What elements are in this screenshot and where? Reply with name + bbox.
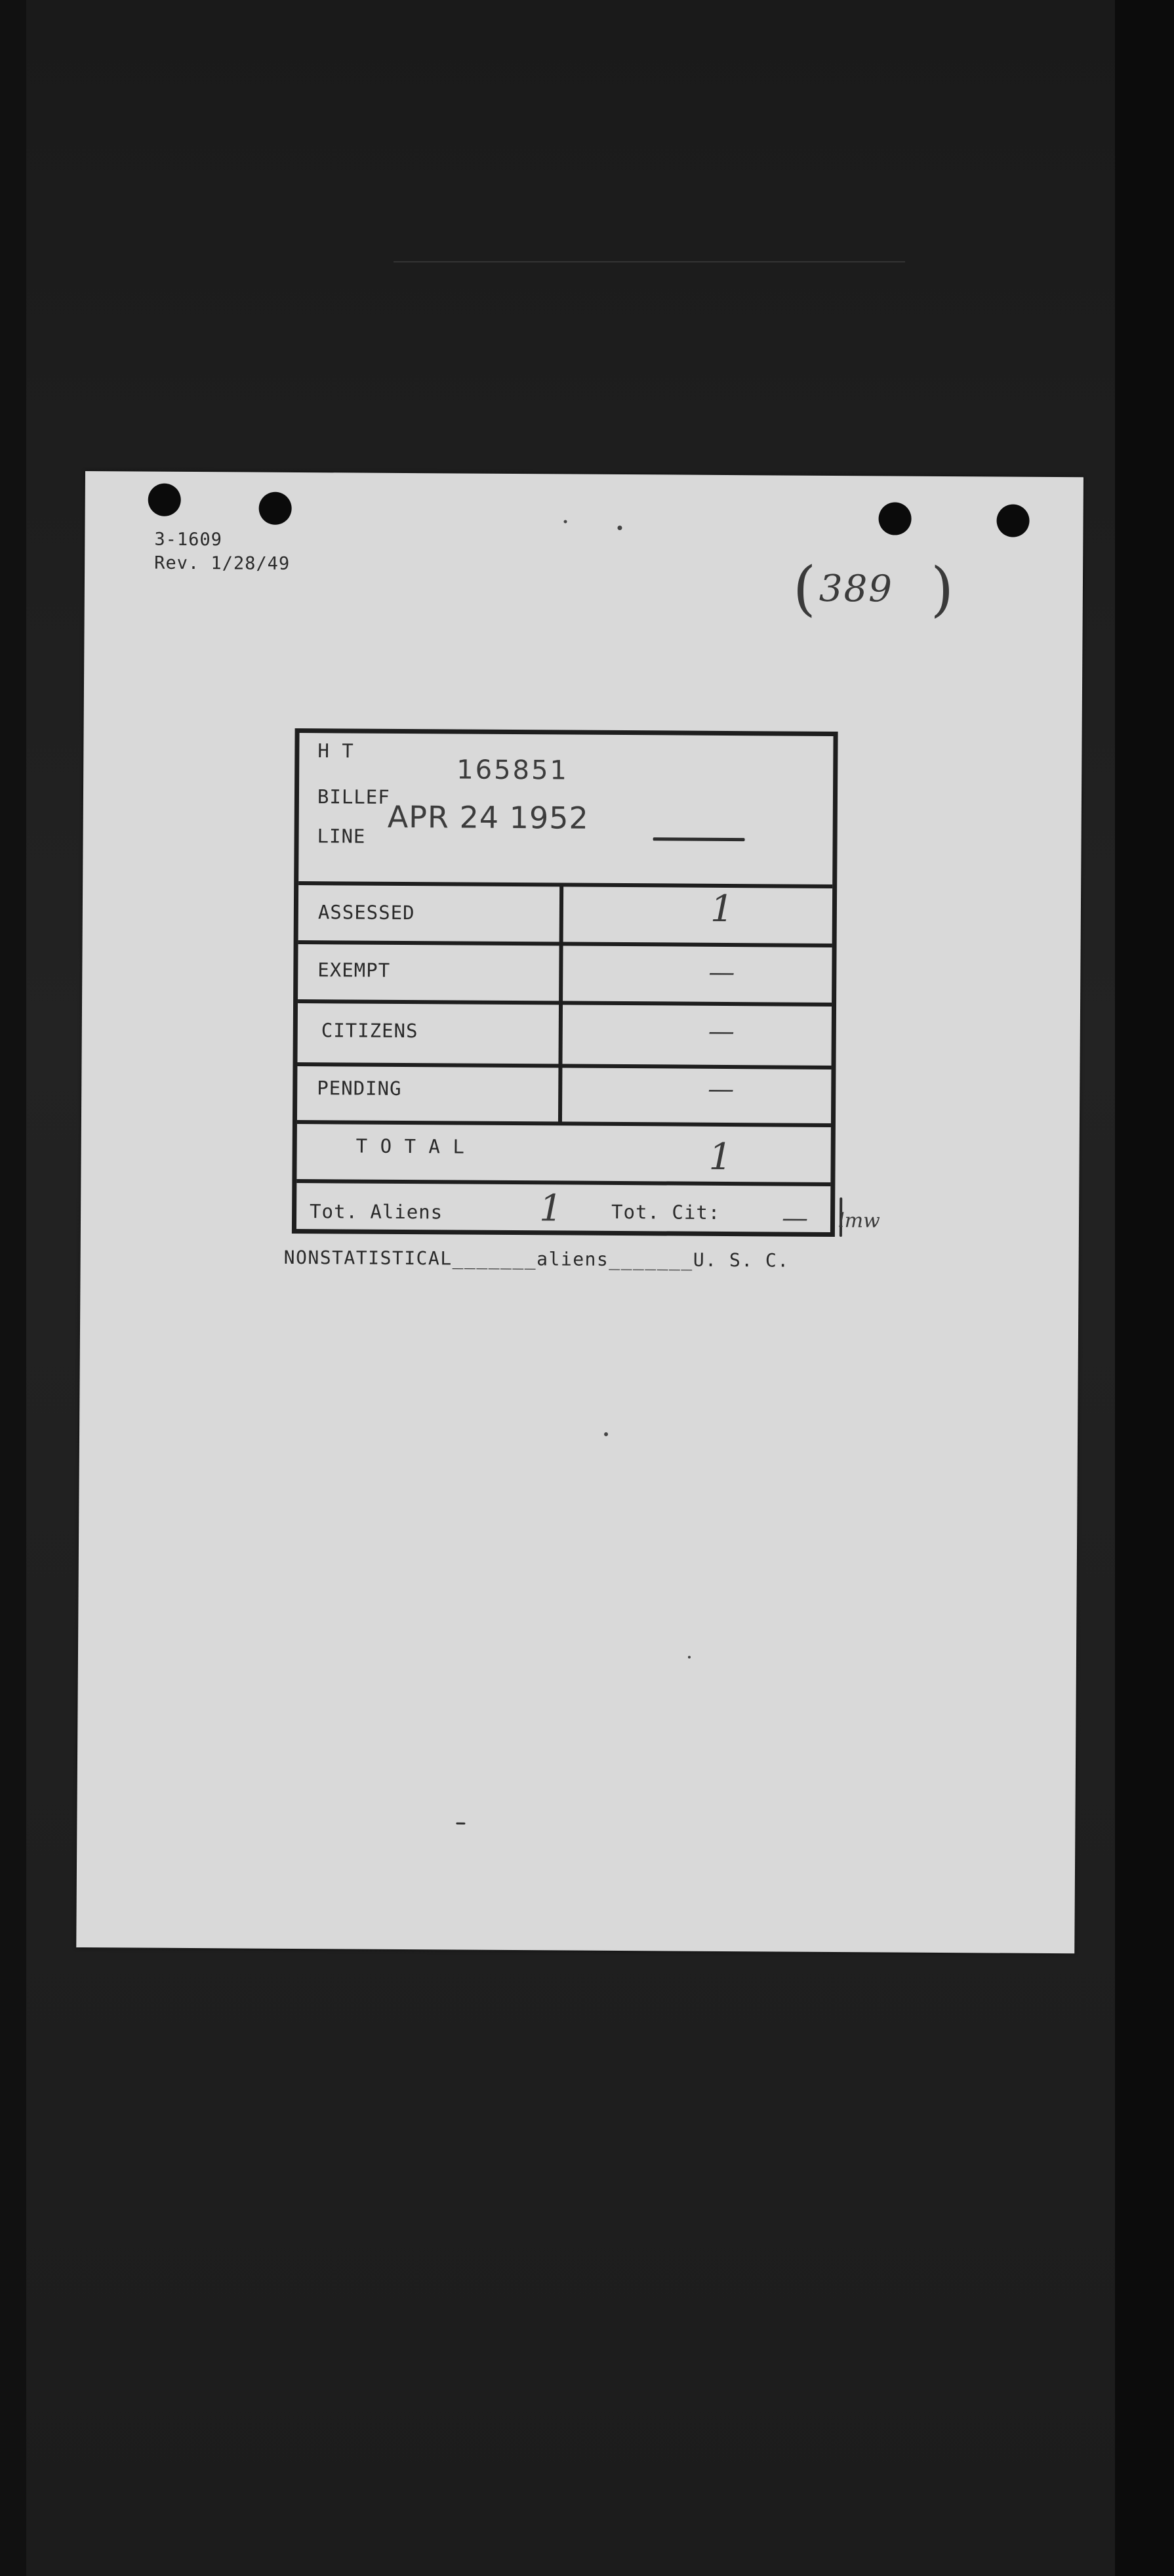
divider-header	[298, 881, 832, 888]
folio-open-paren: (	[792, 554, 817, 623]
folio-close-paren: )	[930, 554, 954, 625]
label-line: LINE	[317, 825, 366, 848]
divider-total	[296, 1179, 830, 1186]
label-ht: H T	[317, 739, 354, 762]
divider-row-1	[298, 940, 832, 947]
punch-hole-2	[259, 492, 292, 525]
row-value-citizens: —	[708, 1016, 735, 1047]
total-aliens-label: Tot. Aliens	[310, 1200, 443, 1224]
total-cits-value: —	[781, 1203, 809, 1234]
struck-mark	[653, 837, 745, 841]
total-label: T O T A L	[355, 1134, 465, 1158]
row-value-pending: —	[708, 1073, 735, 1105]
stamped-date: APR 24 1952	[387, 799, 589, 836]
punch-hole-1	[148, 484, 181, 516]
punch-hole-4	[996, 504, 1029, 537]
row-label-exempt: EXEMPT	[317, 959, 391, 982]
scan-left-edge	[0, 0, 26, 2576]
paper-speck	[604, 1432, 608, 1436]
total-value: 1	[708, 1135, 733, 1179]
tally-form	[292, 728, 838, 1237]
total-aliens-value: 1	[538, 1187, 563, 1230]
scan-right-edge	[1115, 0, 1174, 2576]
column-divider	[558, 885, 563, 1125]
total-cits-label: Tot. Cit:	[611, 1200, 721, 1224]
row-label-citizens: CITIZENS	[321, 1019, 418, 1043]
form-code	[154, 528, 291, 576]
nonstatistical-line: NONSTATISTICAL_______aliens_______U. S. C.	[283, 1246, 790, 1272]
paper-speck	[688, 1656, 691, 1659]
row-label-pending: PENDING	[317, 1077, 402, 1100]
stamped-number: 165851	[456, 755, 569, 786]
paper-speck	[456, 1822, 465, 1824]
punch-hole-3	[878, 502, 911, 535]
row-value-exempt: —	[708, 957, 735, 988]
form-revision: Rev. 1/28/49	[154, 552, 291, 574]
divider-row-2	[298, 999, 832, 1007]
label-biller: BILLEF	[317, 785, 390, 808]
folio-number: 389	[819, 567, 894, 611]
row-value-assessed: 1	[710, 887, 734, 931]
margin-initials: lmw	[838, 1209, 880, 1233]
document-page	[76, 471, 1083, 1953]
divider-row-3	[297, 1062, 831, 1070]
divider-row-4	[297, 1120, 831, 1127]
form-code-number: 3-1609	[154, 529, 223, 551]
paper-speck	[617, 526, 622, 530]
paper-speck	[564, 520, 567, 523]
film-scratch	[394, 261, 905, 262]
row-label-assessed: ASSESSED	[317, 901, 415, 924]
